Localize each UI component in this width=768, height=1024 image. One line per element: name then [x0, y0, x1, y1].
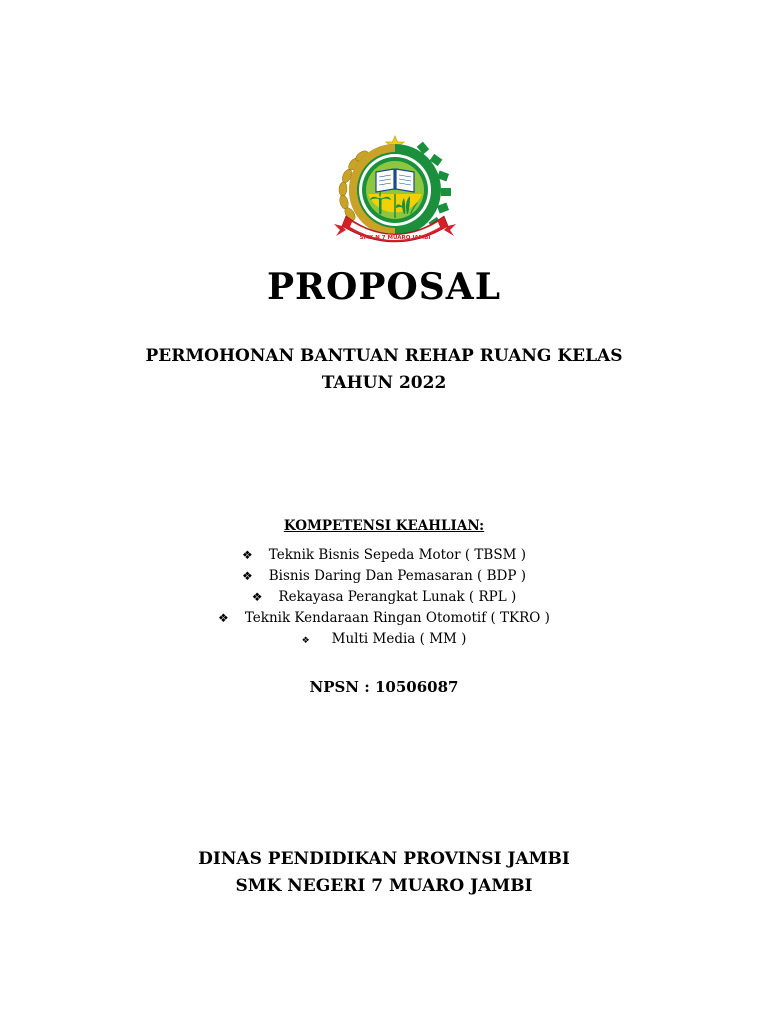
- list-item: [0, 545, 768, 566]
- npsn-number: NPSN : 10506087: [309, 678, 459, 696]
- diamond-bullet-icon: ❖: [218, 611, 229, 625]
- diamond-bullet-icon: ❖: [241, 569, 253, 583]
- list-item: [0, 608, 768, 629]
- footer-institution-line1: DINAS PENDIDIKAN PROVINSI JAMBI: [198, 849, 570, 869]
- kompetensi-item-text: Bisnis Daring Dan Pemasaran ( BDP ): [268, 568, 527, 584]
- diamond-bullet-icon: ❖: [301, 636, 310, 646]
- kompetensi-item-text: Multi Media ( MM ): [331, 631, 467, 647]
- emblem-ribbon-text: SMK N 7 MUARO JAMBI: [359, 235, 431, 241]
- kompetensi-item-text: Teknik Kendaraan Ringan Otomotif ( TKRO ): [244, 610, 550, 626]
- document-subtitle-line2: TAHUN 2022: [321, 373, 447, 393]
- kompetensi-heading: KOMPETENSI KEAHLIAN:: [283, 518, 485, 534]
- document-title: PROPOSAL: [266, 266, 502, 308]
- footer-institution-line2: SMK NEGERI 7 MUARO JAMBI: [235, 876, 533, 896]
- kompetensi-item-text: Rekayasa Perangkat Lunak ( RPL ): [278, 589, 517, 605]
- school-emblem-icon: [332, 134, 458, 246]
- kompetensi-list: [0, 545, 768, 650]
- diamond-bullet-icon: ❖: [251, 590, 263, 604]
- kompetensi-item-text: Teknik Bisnis Sepeda Motor ( TBSM ): [268, 547, 526, 563]
- document-subtitle-line1: PERMOHONAN BANTUAN REHAP RUANG KELAS: [145, 346, 623, 366]
- list-item: [0, 587, 768, 608]
- diamond-bullet-icon: ❖: [242, 548, 253, 562]
- list-item: [0, 566, 768, 587]
- list-item: [0, 629, 768, 650]
